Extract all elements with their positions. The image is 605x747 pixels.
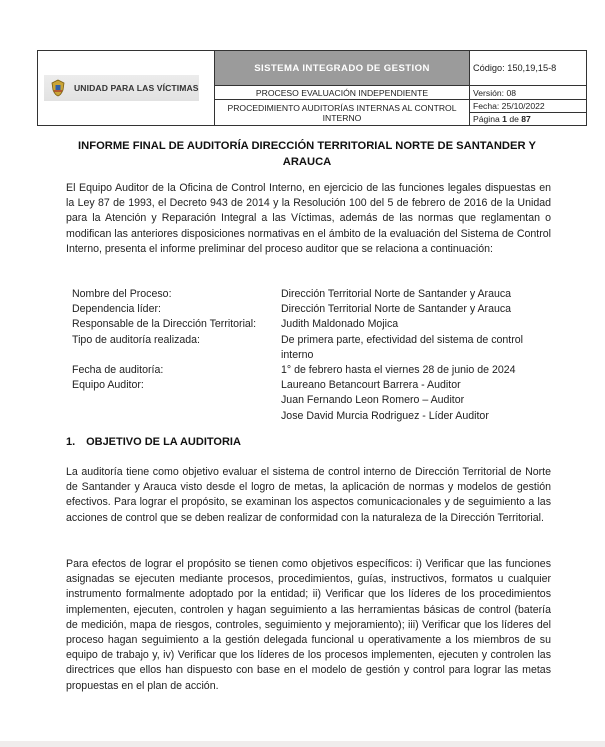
specific-objectives-paragraph: Para efectos de lograr el propósito se tienen como objetivos específicos: i) Verificar que las funciones asignadas se ejecuten mediante procesos, procedimientos, guías, instructivos, formatos u cualquier instrumento formalmente adoptado por la entidad; ii) Verificar que los líderes de los procedimientos implementen, ejecuten, controlen y hagan seguimiento a las herramientas básicas de control (batería de medición, mapa de riesgos, controles, seguimiento y mejoramiento); iii) Verificar que los líderes del proceso hagan seguimiento a la gestión delegada funcional u operativamente a los miembros de su equipo de trabajo y, iv) Verificar que los líderes de los procesos implementen, ejecuten y controlen las directrices que ellos han dispuesto con base en el modelo de gestión y control para lograr las metas propuestas en el plan de acción. [66,558,551,692]
audit-info-list [72,287,552,424]
document-version: Versión: 08 [470,86,587,100]
objective-paragraph: La auditoría tiene como objetivo evaluar el sistema de control interno de Dirección Territorial de Norte de Santander y Arauca visto desde el logro de metas, la aplicación de normas y modelos de gestión efectivos. Para lograr el propósito, se examinan los aspectos comunicacionales y de seguimiento a las acciones de control que se deben realizar de conformidad con la naturaleza de la Dirección Territorial. [66,466,551,524]
page-bottom-edge [0,741,605,747]
document-date: Fecha: 25/10/2022 [470,100,586,113]
info-row: Juan Fernando Leon Romero – Auditor [281,394,465,407]
system-name: SISTEMA INTEGRADO DE GESTION [215,51,470,86]
procedure-name: PROCEDIMIENTO AUDITORÍAS INTERNAS AL CONTROL INTERNO [215,100,470,126]
info-row: Responsable de la Dirección Territorial: Judith Maldonado Mojica [72,318,399,331]
logo-text: UNIDAD PARA LAS VÍCTIMAS [74,83,199,93]
date-page-cell [470,100,587,126]
info-row: Tipo de auditoría realizada: De primera parte, efectividad del sistema de control interno [72,333,524,361]
page-number: Página 1 de 87 [473,114,531,124]
info-row: Dependencia líder: Dirección Territorial Norte de Santander y Arauca [72,303,512,316]
coat-of-arms-icon [50,79,66,97]
info-row: Equipo Auditor: Laureano Betancourt Barrera - Auditor [72,379,461,392]
document-code: Código: 150,19,15-8 [470,51,587,86]
info-row: Jose David Murcia Rodriguez - Líder Auditor [281,409,489,422]
info-row: Nombre del Proceso: Dirección Territorial Norte de Santander y Arauca [72,288,512,300]
report-title: INFORME FINAL DE AUDITORÍA DIRECCIÓN TERRITORIAL NORTE DE SANTANDER Y ARAUCA [78,140,536,168]
intro-paragraph: El Equipo Auditor de la Oficina de Control Interno, en ejercicio de las funciones legales dispuestas en la Ley 87 de 1993, el Decreto 943 de 2014 y la Resolución 100 del 5 de febrero de 2016 de la Unidad para la Atención y Reparación Integral a las Víctimas, además de las normas que reglamentan o modifican las anteriores disposiciones normativas en el ámbito de la evaluación del Sistema de Control Interno, presenta el informe preliminar del proceso auditor que se relaciona a continuación: [66,182,551,255]
entity-logo [44,75,199,101]
section-number: 1. [66,436,76,448]
section-heading [66,436,241,448]
info-row: Fecha de auditoría: 1° de febrero hasta el viernes 28 de junio de 2024 [72,364,516,377]
document-header-table [37,50,587,126]
section-title: OBJETIVO DE LA AUDITORIA [86,436,241,448]
process-name: PROCESO EVALUACIÓN INDEPENDIENTE [215,86,470,100]
logo-cell [38,51,215,126]
